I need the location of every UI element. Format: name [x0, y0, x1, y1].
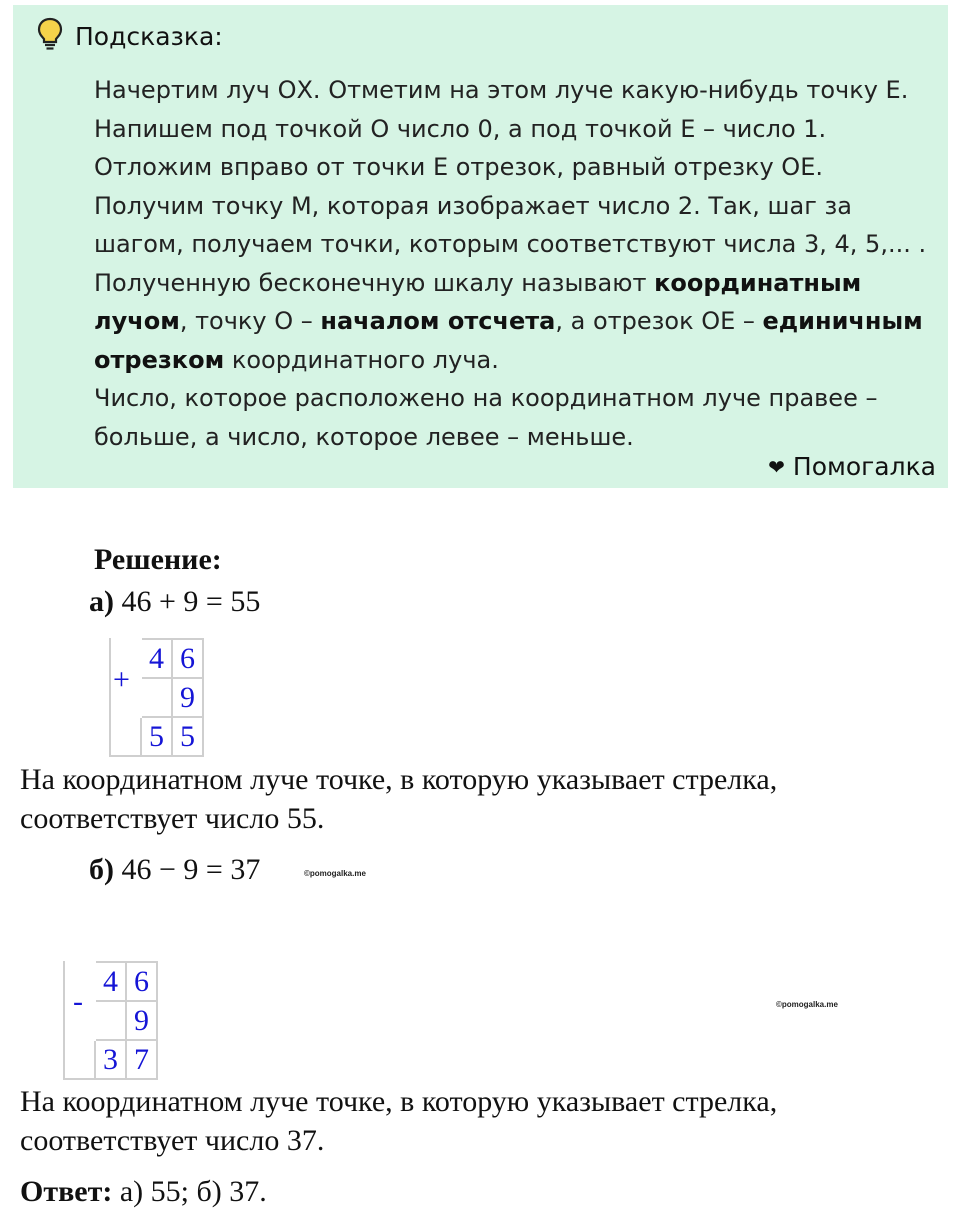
- calc-cell: 3: [95, 1040, 126, 1079]
- calc-cell: [141, 678, 172, 717]
- hint-line: Начертим луч ОХ. Отметим на этом луче какую-нибудь точку Е.: [94, 76, 909, 104]
- calc-cell: [95, 1001, 126, 1040]
- watermark: ©pomogalka.me: [304, 869, 366, 878]
- hint-text: [94, 71, 944, 456]
- calc-cell: 6: [126, 962, 157, 1001]
- solution-title: Решение:: [94, 543, 222, 576]
- explanation-a: [20, 760, 777, 838]
- heart-icon: ❤: [768, 454, 785, 479]
- calc-cell: 9: [172, 678, 203, 717]
- text-line: соответствует число 37.: [20, 1124, 325, 1157]
- term-coordinate: координатным: [654, 268, 862, 297]
- equation-a: [89, 585, 260, 619]
- hint-line: Отложим вправо от точки Е отрезок, равный отрезку ОЕ.: [94, 153, 823, 181]
- hint-text-segment: , а отрезок ОЕ –: [555, 307, 763, 335]
- hint-text-segment: , точку О –: [179, 307, 321, 335]
- answer-label: Ответ:: [20, 1175, 113, 1208]
- calc-cell: 5: [172, 717, 203, 756]
- text-line: На координатном луче точке, в которую указывает стрелка,: [20, 1085, 778, 1118]
- answer-value: а) 55; б) 37.: [119, 1175, 267, 1208]
- brand-label: [768, 452, 936, 481]
- hint-line: Число, которое расположено на координатном луче правее –: [94, 384, 878, 412]
- calc-cell: [64, 1001, 95, 1040]
- hint-paragraph-definition: [94, 264, 944, 380]
- calc-cell: [64, 1040, 95, 1079]
- equation-a-label: а): [89, 585, 114, 618]
- lightbulb-icon: [37, 17, 63, 55]
- hint-box: [13, 5, 948, 488]
- watermark: ©pomogalka.me: [776, 1000, 838, 1009]
- answer: [20, 1175, 267, 1209]
- plus-operator: +: [113, 663, 130, 696]
- term-unit: единичным: [762, 307, 923, 335]
- calc-cell: 6: [172, 639, 203, 678]
- equation-a-expression: 46 + 9 = 55: [121, 585, 261, 618]
- calc-cell: 7: [126, 1040, 157, 1079]
- term-origin: началом отсчета: [320, 307, 556, 335]
- hint-line: шагом, получаем точки, которым соответствуют числа 3, 4, 5,... .: [94, 230, 927, 258]
- calc-cell: [64, 962, 95, 1001]
- addition-column: [109, 638, 204, 757]
- term-segment: отрезком: [94, 345, 225, 374]
- hint-title: Подсказка:: [75, 21, 223, 51]
- calc-cell: 9: [126, 1001, 157, 1040]
- subtraction-column: [63, 961, 158, 1080]
- calc-cell: [110, 717, 141, 756]
- text-line: соответствует число 55.: [20, 802, 325, 835]
- minus-operator: -: [73, 985, 83, 1018]
- hint-text-segment: Полученную бесконечную шкалу называют: [94, 268, 655, 297]
- term-ray: лучом: [94, 307, 180, 335]
- calc-cell: [110, 639, 141, 678]
- hint-line: Получим точку М, которая изображает число 2. Так, шаг за: [94, 191, 852, 220]
- hint-line: Напишем под точкой О число 0, а под точкой Е – число 1.: [94, 114, 827, 143]
- calc-cell: 4: [95, 962, 126, 1001]
- hint-line: больше, а число, которое левее – меньше.: [94, 422, 634, 451]
- text-line: На координатном луче точке, в которую указывает стрелка,: [20, 763, 778, 796]
- hint-header: [37, 17, 223, 55]
- equation-b-label: б): [89, 853, 114, 886]
- equation-b: [89, 853, 260, 887]
- calc-cell: 5: [141, 717, 172, 756]
- equation-b-expression: 46 − 9 = 37: [121, 853, 261, 886]
- hint-text-segment: координатного луча.: [224, 345, 499, 374]
- explanation-b: [20, 1082, 777, 1160]
- brand-name: Помогалка: [792, 452, 936, 481]
- calc-cell: [110, 678, 141, 717]
- calc-cell: 4: [141, 639, 172, 678]
